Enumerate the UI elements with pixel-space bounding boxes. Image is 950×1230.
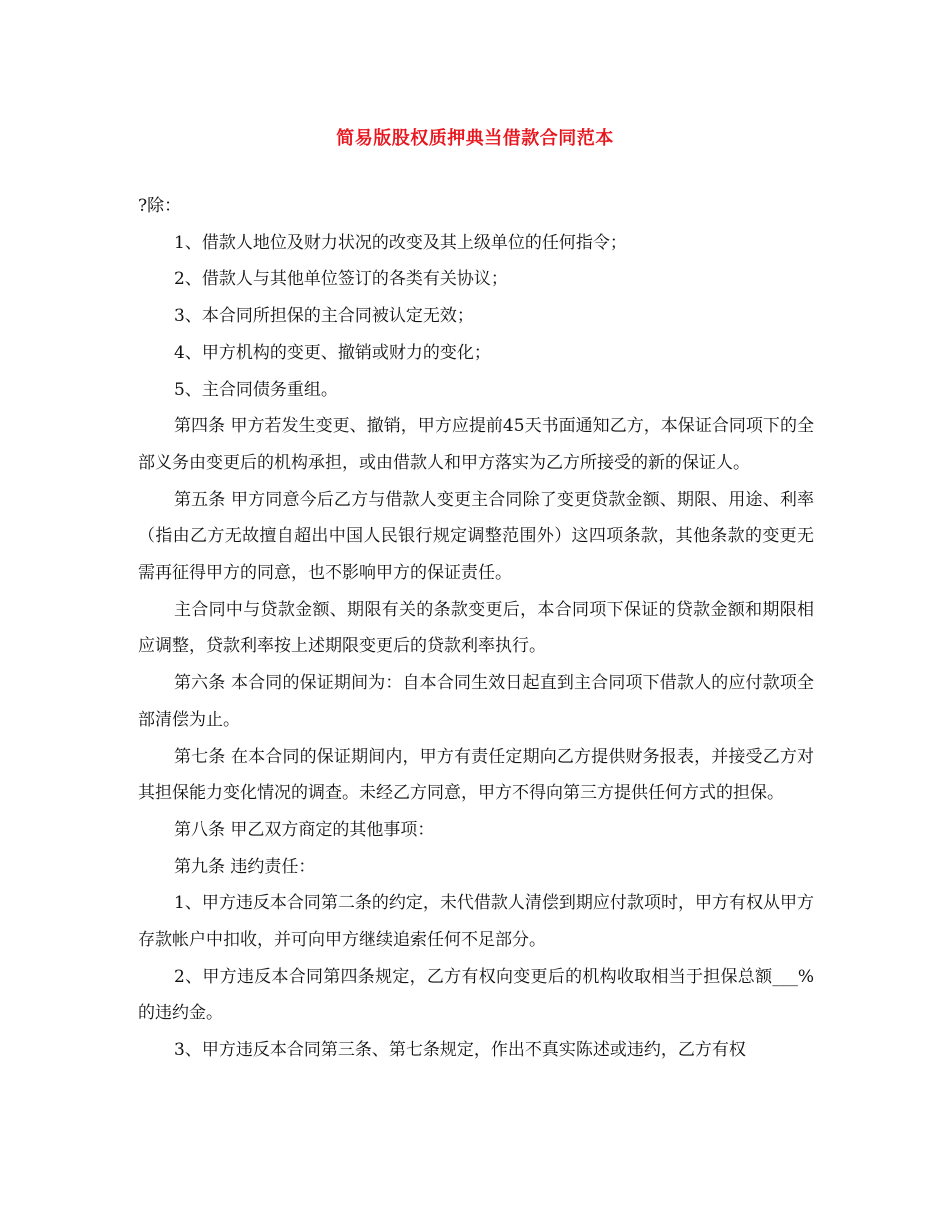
paragraph-item-3: 3、本合同所担保的主合同被认定无效；	[174, 306, 474, 327]
paragraph-item-1: 1、借款人地位及财力状况的改变及其上级单位的任何指令；	[174, 232, 627, 253]
document-title: 简易版股权质押典当借款合同范本	[336, 128, 614, 149]
paragraph-breach-3: 3、甲方违反本合同第三条、第七条规定，作出不真实陈述或违约，乙方有权	[174, 1040, 746, 1061]
paragraph-article-7: 第七条 在本合同的保证期间内，甲方有责任定期向乙方提供财务报表，并接受乙方对其担保能力变化情况的调查。未经乙方同意，甲方不得向第三方提供任何方式的担保。	[138, 746, 814, 804]
paragraph-article-5: 第五条 甲方同意今后乙方与借款人变更主合同除了变更贷款金额、期限、用途、利率（指由乙方无故擅自超出中国人民银行规定调整范围外）这四项条款，其他条款的变更无需再征得甲方的同意，也不影响甲方的保证责任。	[138, 489, 814, 584]
paragraph-exclusion-intro: ?除：	[138, 196, 182, 216]
document-body	[138, 188, 814, 1069]
paragraph-item-4: 4、甲方机构的变更、撤销或财力的变化；	[174, 342, 491, 363]
paragraph-item-5: 5、主合同债务重组。	[174, 379, 338, 400]
paragraph-article-6: 第六条 本合同的保证期间为：自本合同生效日起直到主合同项下借款人的应付款项全部清偿为止。	[138, 673, 814, 730]
paragraph-article-9: 第九条 违约责任：	[174, 856, 316, 877]
paragraph-article-5-continued: 主合同中与贷款金额、期限有关的条款变更后，本合同项下保证的贷款金额和期限相应调整，贷款利率按上述期限变更后的贷款利率执行。	[138, 599, 814, 657]
paragraph-article-8: 第八条 甲乙双方商定的其他事项：	[174, 819, 435, 840]
paragraph-breach-1: 1、甲方违反本合同第二条的约定，未代借款人清偿到期应付款项时，甲方有权从甲方存款帐户中扣收，并可向甲方继续追索任何不足部分。	[138, 893, 814, 951]
paragraph-item-2: 2、借款人与其他单位签订的各类有关协议；	[174, 269, 508, 290]
paragraph-article-4: 第四条 甲方若发生变更、撤销，甲方应提前45天书面通知乙方，本保证合同项下的全部义务由变更后的机构承担，或由借款人和甲方落实为乙方所接受的新的保证人。	[138, 416, 814, 473]
paragraph-breach-2: 2、甲方违反本合同第四条规定，乙方有权向变更后的机构收取相当于担保总额___%的违约金。	[138, 966, 814, 1024]
